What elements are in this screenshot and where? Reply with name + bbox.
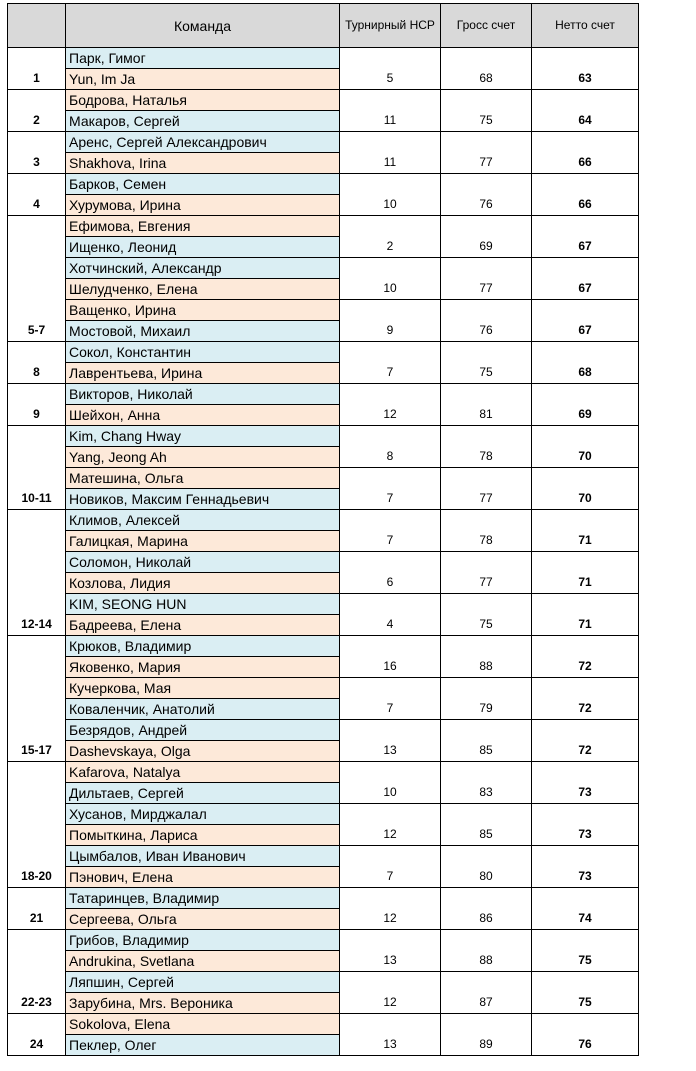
player-row: [8, 468, 639, 489]
player-name-cell: KIM, SEONG HUN: [66, 594, 340, 615]
gross-cell: 86: [441, 888, 532, 930]
player-row: [8, 300, 639, 321]
results-table: [7, 3, 639, 1056]
gross-cell: 69: [441, 216, 532, 258]
player-row: [8, 846, 639, 867]
hcp-cell: 11: [340, 132, 441, 174]
net-cell: 66: [532, 174, 639, 216]
gross-cell: 77: [441, 132, 532, 174]
gross-cell: 68: [441, 48, 532, 90]
hcp-cell: 12: [340, 384, 441, 426]
player-name-cell: Сокол, Константин: [66, 342, 340, 363]
net-cell: 73: [532, 804, 639, 846]
gross-cell: 80: [441, 846, 532, 888]
player-row: [8, 888, 639, 909]
gross-cell: 89: [441, 1014, 532, 1056]
hcp-cell: 11: [340, 90, 441, 132]
player-name-cell: Аренс, Сергей Александрович: [66, 132, 340, 153]
net-cell: 72: [532, 678, 639, 720]
place-cell: 21: [8, 888, 66, 930]
player-row: [8, 426, 639, 447]
gross-cell: 79: [441, 678, 532, 720]
gross-cell: 76: [441, 174, 532, 216]
net-cell: 64: [532, 90, 639, 132]
player-name-cell: Дильтаев, Сергей: [66, 783, 340, 804]
player-name-cell: Лаврентьева, Ирина: [66, 363, 340, 384]
net-cell: 75: [532, 930, 639, 972]
place-cell: 8: [8, 342, 66, 384]
player-name-cell: Козлова, Лидия: [66, 573, 340, 594]
place-cell: 18-20: [8, 762, 66, 888]
player-row: [8, 678, 639, 699]
player-row: [8, 258, 639, 279]
player-name-cell: Помыткина, Лариса: [66, 825, 340, 846]
player-row: [8, 216, 639, 237]
player-name-cell: Соломон, Николай: [66, 552, 340, 573]
hcp-cell: 12: [340, 972, 441, 1014]
player-name-cell: Парк, Гимог: [66, 48, 340, 69]
player-name-cell: Галицкая, Марина: [66, 531, 340, 552]
hcp-cell: 2: [340, 216, 441, 258]
hcp-cell: 12: [340, 804, 441, 846]
net-cell: 70: [532, 426, 639, 468]
place-cell: 4: [8, 174, 66, 216]
gross-cell: 76: [441, 300, 532, 342]
player-name-cell: Климов, Алексей: [66, 510, 340, 531]
player-name-cell: Зарубина, Mrs. Вероника: [66, 993, 340, 1014]
net-cell: 63: [532, 48, 639, 90]
net-cell: 72: [532, 720, 639, 762]
place-cell: 15-17: [8, 636, 66, 762]
gross-cell: 75: [441, 90, 532, 132]
player-name-cell: Хусанов, Мирджалал: [66, 804, 340, 825]
hcp-cell: 6: [340, 552, 441, 594]
player-name-cell: Новиков, Максим Геннадьевич: [66, 489, 340, 510]
player-name-cell: Грибов, Владимир: [66, 930, 340, 951]
place-cell: 24: [8, 1014, 66, 1056]
gross-cell: 88: [441, 930, 532, 972]
gross-cell: 85: [441, 804, 532, 846]
place-cell: 3: [8, 132, 66, 174]
player-row: [8, 1014, 639, 1035]
hcp-cell: 13: [340, 1014, 441, 1056]
player-row: [8, 510, 639, 531]
hcp-cell: 13: [340, 930, 441, 972]
place-cell: 5-7: [8, 216, 66, 342]
player-name-cell: Бадреева, Елена: [66, 615, 340, 636]
hcp-cell: 7: [340, 468, 441, 510]
player-name-cell: Матешина, Ольга: [66, 468, 340, 489]
gross-cell: 83: [441, 762, 532, 804]
header-row: [8, 4, 639, 48]
player-name-cell: Ляпшин, Сергей: [66, 972, 340, 993]
net-cell: 66: [532, 132, 639, 174]
player-row: [8, 762, 639, 783]
gross-cell: 87: [441, 972, 532, 1014]
player-name-cell: Макаров, Сергей: [66, 111, 340, 132]
net-cell: 67: [532, 300, 639, 342]
player-name-cell: Хотчинский, Александр: [66, 258, 340, 279]
player-name-cell: Sokolova, Elena: [66, 1014, 340, 1035]
gross-header: Гросс счет: [441, 4, 532, 48]
net-cell: 73: [532, 762, 639, 804]
player-row: [8, 552, 639, 573]
gross-cell: 77: [441, 468, 532, 510]
net-cell: 74: [532, 888, 639, 930]
player-name-cell: Яковенко, Мария: [66, 657, 340, 678]
net-cell: 76: [532, 1014, 639, 1056]
player-name-cell: Безрядов, Андрей: [66, 720, 340, 741]
gross-cell: 88: [441, 636, 532, 678]
hcp-header: Турнирный НСР: [340, 4, 441, 48]
player-name-cell: Ефимова, Евгения: [66, 216, 340, 237]
player-row: [8, 930, 639, 951]
net-cell: 68: [532, 342, 639, 384]
player-name-cell: Kim, Chang Hway: [66, 426, 340, 447]
gross-cell: 78: [441, 510, 532, 552]
net-cell: 67: [532, 258, 639, 300]
player-name-cell: Ващенко, Ирина: [66, 300, 340, 321]
player-name-cell: Бодрова, Наталья: [66, 90, 340, 111]
net-cell: 71: [532, 594, 639, 636]
player-row: [8, 720, 639, 741]
gross-cell: 81: [441, 384, 532, 426]
player-name-cell: Коваленчик, Анатолий: [66, 699, 340, 720]
results-body: [8, 48, 639, 1056]
hcp-cell: 10: [340, 258, 441, 300]
hcp-cell: 13: [340, 720, 441, 762]
net-cell: 71: [532, 510, 639, 552]
player-name-cell: Ищенко, Леонид: [66, 237, 340, 258]
net-header: Нетто счет: [532, 4, 639, 48]
place-cell: 12-14: [8, 510, 66, 636]
player-name-cell: Крюков, Владимир: [66, 636, 340, 657]
hcp-cell: 5: [340, 48, 441, 90]
gross-cell: 77: [441, 552, 532, 594]
place-cell: 1: [8, 48, 66, 90]
gross-cell: 85: [441, 720, 532, 762]
player-name-cell: Кучеркова, Мая: [66, 678, 340, 699]
hcp-cell: 16: [340, 636, 441, 678]
net-cell: 72: [532, 636, 639, 678]
gross-cell: 75: [441, 594, 532, 636]
place-cell: 22-23: [8, 930, 66, 1014]
player-name-cell: Andrukina, Svetlana: [66, 951, 340, 972]
hcp-cell: 8: [340, 426, 441, 468]
hcp-cell: 7: [340, 678, 441, 720]
player-row: [8, 804, 639, 825]
net-cell: 75: [532, 972, 639, 1014]
player-row: [8, 90, 639, 111]
place-header: [8, 4, 66, 48]
player-name-cell: Мостовой, Михаил: [66, 321, 340, 342]
player-name-cell: Yang, Jeong Ah: [66, 447, 340, 468]
player-name-cell: Шейхон, Анна: [66, 405, 340, 426]
team-header: Команда: [66, 4, 340, 48]
player-name-cell: Dashevskaya, Olga: [66, 741, 340, 762]
hcp-cell: 12: [340, 888, 441, 930]
gross-cell: 78: [441, 426, 532, 468]
gross-cell: 75: [441, 342, 532, 384]
player-name-cell: Shakhova, Irina: [66, 153, 340, 174]
player-row: [8, 972, 639, 993]
hcp-cell: 9: [340, 300, 441, 342]
place-cell: 9: [8, 384, 66, 426]
net-cell: 73: [532, 846, 639, 888]
place-cell: 10-11: [8, 426, 66, 510]
player-name-cell: Барков, Семен: [66, 174, 340, 195]
net-cell: 69: [532, 384, 639, 426]
hcp-cell: 7: [340, 510, 441, 552]
gross-cell: 77: [441, 258, 532, 300]
player-row: [8, 174, 639, 195]
player-name-cell: Сергеева, Ольга: [66, 909, 340, 930]
player-name-cell: Пеклер, Олег: [66, 1035, 340, 1056]
player-name-cell: Викторов, Николай: [66, 384, 340, 405]
player-name-cell: Пэнович, Елена: [66, 867, 340, 888]
player-row: [8, 48, 639, 69]
player-name-cell: Шелудченко, Елена: [66, 279, 340, 300]
net-cell: 70: [532, 468, 639, 510]
hcp-cell: 10: [340, 174, 441, 216]
hcp-cell: 7: [340, 342, 441, 384]
place-cell: 2: [8, 90, 66, 132]
hcp-cell: 10: [340, 762, 441, 804]
results-sheet: [7, 3, 638, 1056]
hcp-cell: 7: [340, 846, 441, 888]
player-name-cell: Цымбалов, Иван Иванович: [66, 846, 340, 867]
player-row: [8, 384, 639, 405]
player-row: [8, 342, 639, 363]
player-row: [8, 594, 639, 615]
player-row: [8, 132, 639, 153]
player-name-cell: Yun, Im Ja: [66, 69, 340, 90]
player-name-cell: Kafarova, Natalya: [66, 762, 340, 783]
player-row: [8, 636, 639, 657]
player-name-cell: Татаринцев, Владимир: [66, 888, 340, 909]
net-cell: 71: [532, 552, 639, 594]
hcp-cell: 4: [340, 594, 441, 636]
player-name-cell: Хурумова, Ирина: [66, 195, 340, 216]
net-cell: 67: [532, 216, 639, 258]
